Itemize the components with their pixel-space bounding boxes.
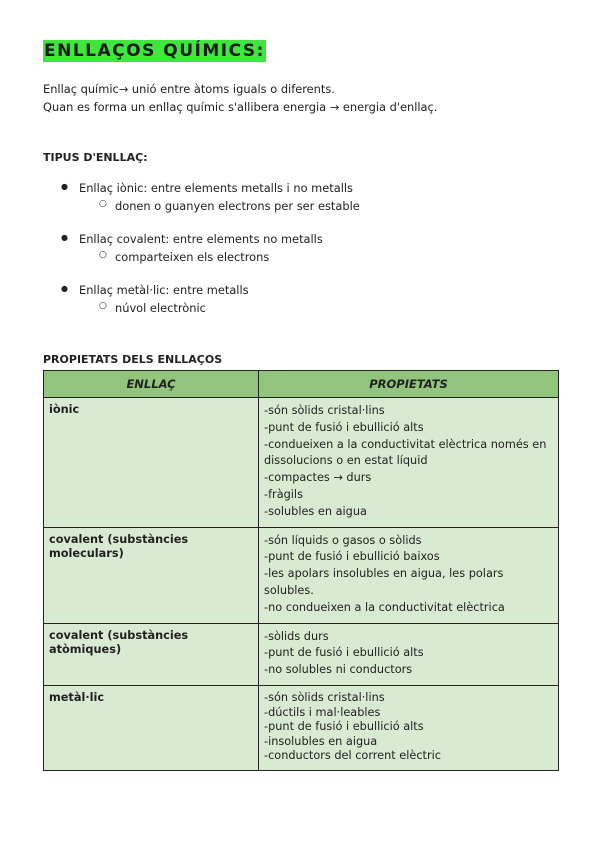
bond-name-cell: iònic (44, 398, 259, 528)
property-line: -són sòlids cristal·lins (264, 404, 385, 417)
table-row (44, 685, 559, 770)
types-heading: TIPUS D'ENLLAÇ: (43, 151, 148, 164)
property-line: -punt de fusió i ebullició baixos (264, 550, 440, 564)
property-line: -sòlids durs (264, 629, 329, 643)
property-line: -punt de fusió i ebullició alts (264, 720, 424, 734)
bond-type-label: ● Enllaç metàl·lic: entre metalls (79, 283, 249, 297)
bond-type-detail: ○ donen o guanyen electrons per ser estable (115, 199, 360, 213)
bond-type-label: ● Enllaç iònic: entre elements metalls i no metalls (79, 181, 353, 195)
bond-name-cell: covalent (substàncies atòmiques) (44, 623, 259, 685)
property-line: -fràgils (264, 487, 303, 501)
intro-paragraph (43, 80, 437, 116)
bond-name-cell: covalent (substàncies moleculars) (44, 527, 259, 623)
properties-heading: PROPIETATS DELS ENLLAÇOS (43, 353, 223, 366)
properties-cell (259, 398, 559, 528)
table-header-row (44, 371, 559, 398)
property-line: -són líquids o gasos o sòlids (264, 533, 422, 547)
property-line: -són sòlids cristal·lins (264, 690, 385, 704)
table-row (44, 623, 559, 685)
table-row (44, 527, 559, 623)
page-title: ENLLAÇOS QUÍMICS: (44, 41, 265, 61)
properties-table (43, 370, 559, 771)
property-line: -solubles en aigua (264, 504, 367, 518)
table-row (44, 398, 559, 528)
properties-cell (259, 527, 559, 623)
property-line: -punt de fusió i ebullició alts (264, 420, 424, 434)
property-line: -compactes → durs (264, 471, 372, 485)
property-line: -insolubles en aigua (264, 734, 378, 748)
bond-type-detail: ○ comparteixen els electrons (115, 250, 269, 264)
intro-line: Quan es forma un enllaç químic s'allibera energia → energia d'enllaç. (43, 100, 438, 114)
intro-line: Enllaç químic→ unió entre àtoms iguals o diferents. (43, 82, 335, 96)
properties-cell (259, 623, 559, 685)
column-header-bond: ENLLAÇ (44, 371, 259, 398)
property-line: -les apolars insolubles en aigua, les polars solubles. (264, 567, 504, 597)
column-header-properties: PROPIETATS (259, 371, 559, 398)
bond-type-detail: ○ núvol electrònic (115, 301, 206, 315)
property-line: -no condueixen a la conductivitat elèctrica (264, 600, 505, 614)
property-line: -dúctils i mal·leables (264, 705, 381, 719)
property-line: -conductors del corrent elèctric (264, 749, 441, 763)
property-line: -punt de fusió i ebullició alts (264, 646, 424, 660)
property-line: -no solubles ni conductors (264, 663, 413, 677)
bond-name-cell: metàl·lic (44, 685, 259, 770)
property-line: -condueixen a la conductivitat elèctrica només en dissolucions o en estat líquid (264, 437, 547, 468)
bond-type-label: ● Enllaç covalent: entre elements no metalls (79, 232, 323, 246)
properties-cell (259, 685, 559, 770)
